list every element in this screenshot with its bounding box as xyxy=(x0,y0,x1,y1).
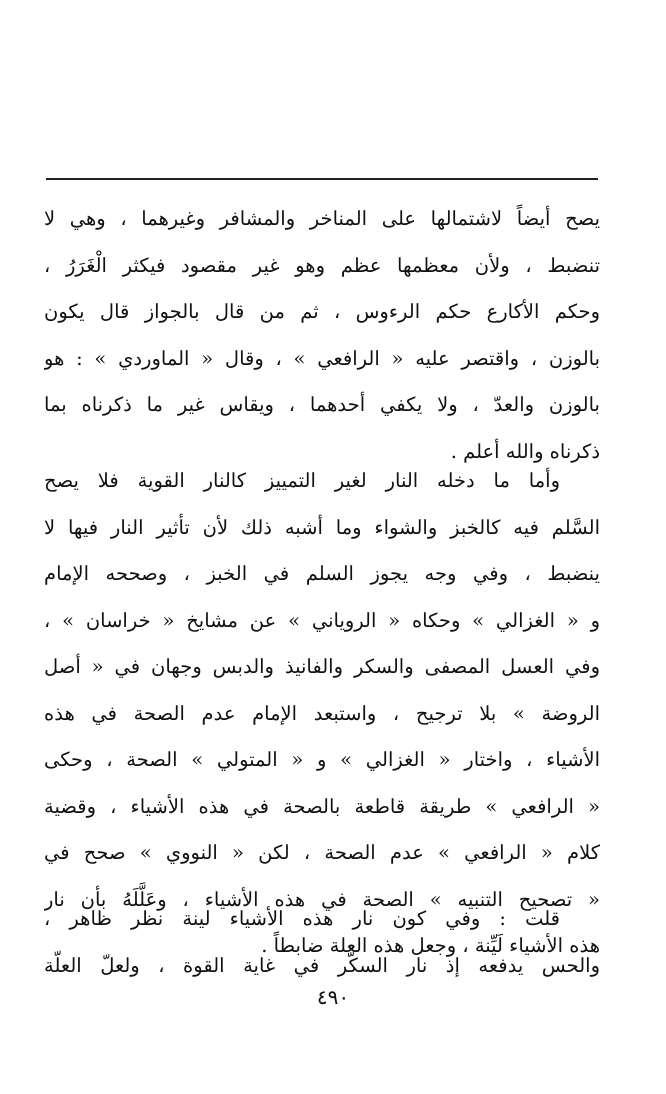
text-line: هذه الأشياء لَيِّنة ، وجعل هذه العلة ضابطاً . xyxy=(261,934,600,957)
text-line: « الرافعي » طريقة قاطعة بالصحة في هذه الأشياء ، وقضية xyxy=(44,794,600,818)
page-number: ٤٩٠ xyxy=(316,985,350,1009)
header-rule xyxy=(46,178,598,180)
text-line: بالوزن ، واقتصر عليه « الرافعي » ، وقال « الماوردي » : هو xyxy=(44,346,600,370)
text-line: وأما ما دخله النار لغير التمييز كالنار القوية فلا يصح xyxy=(44,469,560,492)
text-line: يصح أيضاً لاشتمالها على المناخر والمشافر وغيرهما ، وهي لا xyxy=(44,207,600,230)
text-line: تنضبط ، ولأن معظمها عظم وهو غير مقصود فيكثر الْغَرَرُ ، xyxy=(44,253,600,277)
text-line: كلام « الرافعي » عدم الصحة ، لكن « النووي » صحح في xyxy=(44,841,600,864)
text-line: ينضبط ، وفي وجه يجوز السلم في الخبز ، وصححه الإمام xyxy=(44,562,600,585)
text-line: بالوزن والعدّ ، ولا يكفي أحدهما ، ويقاس غير ما ذكرناه بما xyxy=(44,393,600,416)
text-line: قلت : وفي كون نار هذه الأشياء لينة نظر ظاهر ، xyxy=(44,907,560,930)
text-line: و « الغزالي » وحكاه « الروياني » عن مشايخ « خراسان » ، xyxy=(44,608,600,632)
text-line: « تصحيح التنبيه » الصحة في هذه الأشياء ، وعَلَّلَهُ بأن نار xyxy=(44,887,600,911)
text-line: الأشياء ، واختار « الغزالي » و « المتولي » الصحة ، وحكى xyxy=(44,748,600,771)
paragraph-2 xyxy=(44,458,600,970)
text-line: الروضة » بلا ترجيح ، واستبعد الإمام عدم الصحة في هذه xyxy=(44,701,600,725)
text-line: وحكم الأكارع حكم الرءوس ، ثم من قال بالجواز قال يكون xyxy=(44,300,600,323)
text-line: السَّلم فيه كالخبز والشواء وما أشبه ذلك لأن تأثير النار فيها لا xyxy=(44,515,600,539)
text-line: ذكرناه والله أعلم . xyxy=(450,439,600,463)
paragraph-3 xyxy=(44,896,600,989)
text-line: والحس يدفعه إذ نار السكّر في غاية القوة ، ولعلّ العلّة xyxy=(44,953,600,977)
paragraph-1 xyxy=(44,196,600,475)
text-line: وفي العسل المصفى والسكر والفانيذ والدبس وجهان في « أصل xyxy=(44,655,600,678)
